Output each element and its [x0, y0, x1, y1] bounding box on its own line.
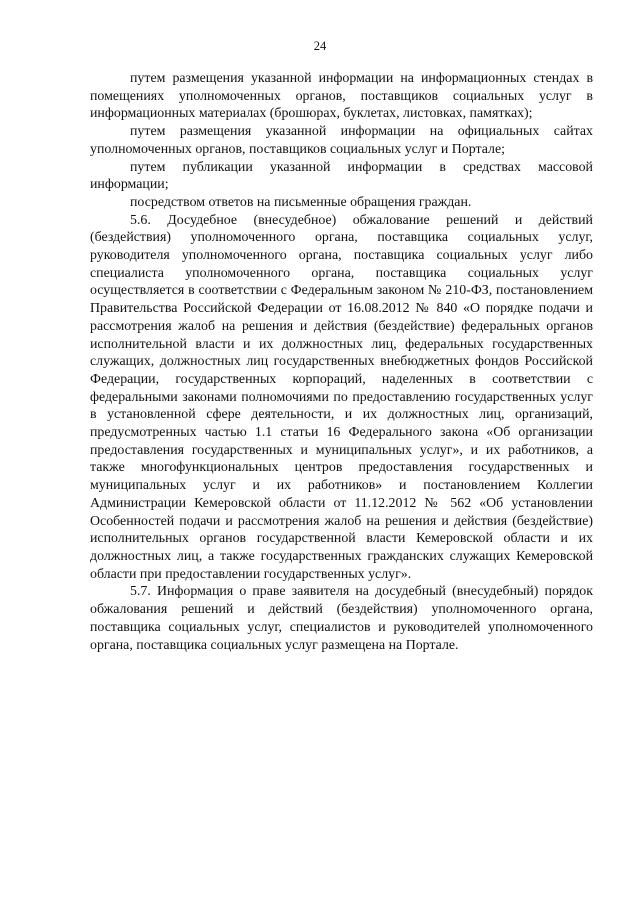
- paragraph-info-websites: путем размещения указанной информации на официальных сайтах уполномоченных органов, поставщиков социальных услуг и Портале;: [90, 124, 593, 157]
- paragraph-info-stands: путем размещения указанной информации на информационных стендах в помещениях уполномоченных органов, поставщиков социальных услуг в информационных материалах (брошюрах, буклетах, листовках, памятках);: [90, 71, 593, 122]
- paragraph-section-5-6: 5.6. Досудебное (внесудебное) обжалование решений и действий (бездействия) уполномоченного органа, поставщика социальных услуг, руководителя уполномоченного органа, поставщика социальных услуг либо специалиста уполномоченного органа, поставщика социальных услуг осуществляется в соответствии с Федеральным законом № 210-ФЗ, постановлением Правительства Российской Федерации от 16.08.2012 № 840 «О порядке подачи и рассмотрения жалоб на решения и действия (бездействие) федеральных органов исполнительной власти и их должностных лиц, федеральных государственных служащих, должностных лиц государственных внебюджетных фондов Российской Федерации, государственных корпораций, наделенных в соответствии с федеральными законами полномочиями по предоставлению государственных услуг в установленной сфере деятельности, и их должностных лиц, организаций, предусмотренных частью 1.1 статьи 16 Федерального закона «Об организации предоставления государственных и муниципальных услуг», и их работников, а также многофункциональных центров предоставления государственных и муниципальных услуг и их работников» и постановлением Коллегии Администрации Кемеровской области от 11.12.2012 № 562 «Об установлении Особенностей подачи и рассмотрения жалоб на решения и действия (бездействие) исполнительных органов государственной власти Кемеровской области и их должностных лиц, а также государственных гражданских служащих Кемеровской области при предоставлении государственных услуг».: [90, 212, 593, 582]
- paragraph-info-media: путем публикации указанной информации в средствах массовой информации;: [90, 159, 593, 193]
- document-body: [90, 70, 593, 654]
- page-number: 24: [313, 39, 327, 53]
- paragraph-section-5-7: 5.7. Информация о праве заявителя на досудебный (внесудебный) порядок обжалования решений и действий (бездействия) уполномоченного органа, поставщика социальных услуг, специалистов и руководителей уполномоченного органа, поставщика социальных услуг размещена на Портале.: [90, 584, 593, 653]
- paragraph-info-written-answers: посредством ответов на письменные обращения граждан.: [130, 194, 472, 210]
